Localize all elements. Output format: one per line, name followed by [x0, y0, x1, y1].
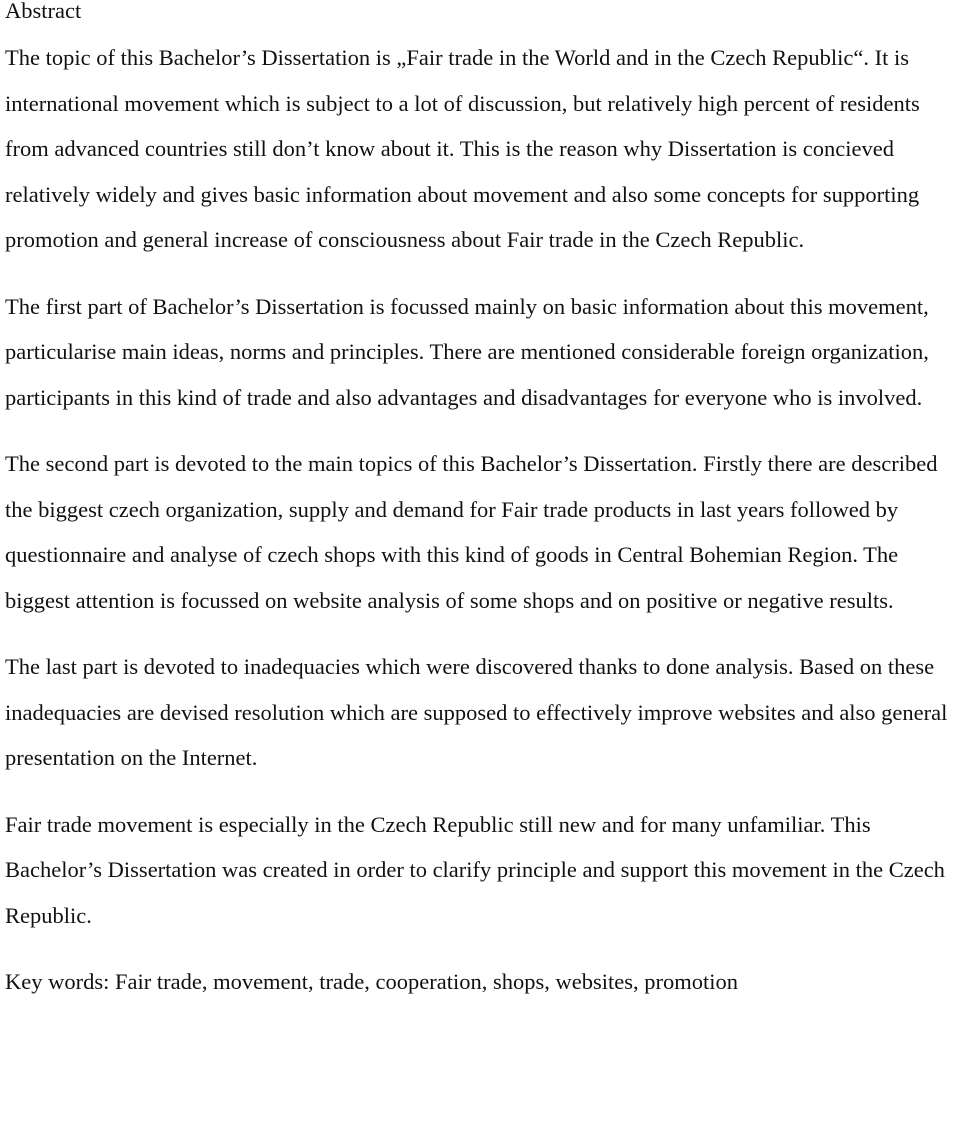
- keywords-line: Key words: Fair trade, movement, trade, cooperation, shops, websites, promotion: [5, 969, 738, 994]
- abstract-paragraph-conclusion: Fair trade movement is especially in the Czech Republic still new and for many unfamiliar. This Bachelor’s Dissertation was created in order to clarify principle and support this movement in the Czech Republic.: [5, 811, 945, 928]
- document-page: [5, 0, 955, 1005]
- abstract-paragraph-intro: The topic of this Bachelor’s Dissertation is „Fair trade in the World and in the Czech Republic“. It is international movement which is subject to a lot of discussion, but relatively high percent of residents from advanced countries still don’t know about it. This is the reason why Dissertation is concieved relatively widely and gives basic information about movement and also some concepts for supporting promotion and general increase of consciousness about Fair trade in the Czech Republic.: [5, 45, 920, 252]
- abstract-paragraph-second-part: The second part is devoted to the main topics of this Bachelor’s Dissertation. Firstly there are described the biggest czech organization, supply and demand for Fair trade products in last years followed by questionnaire and analyse of czech shops with this kind of goods in Central Bohemian Region. The biggest attention is focussed on website analysis of some shops and on positive or negative results.: [5, 451, 938, 613]
- abstract-heading: Abstract: [5, 0, 82, 23]
- abstract-paragraph-last-part: The last part is devoted to inadequacies which were discovered thanks to done analysis. Based on these inadequacies are devised resolution which are supposed to effectively improve websites and also general presentation on the Internet.: [5, 654, 948, 770]
- abstract-paragraph-first-part: The first part of Bachelor’s Dissertation is focussed mainly on basic information about this movement, particularise main ideas, norms and principles. There are mentioned considerable foreign organization, participants in this kind of trade and also advantages and disadvantages for everyone who is involved.: [5, 293, 929, 410]
